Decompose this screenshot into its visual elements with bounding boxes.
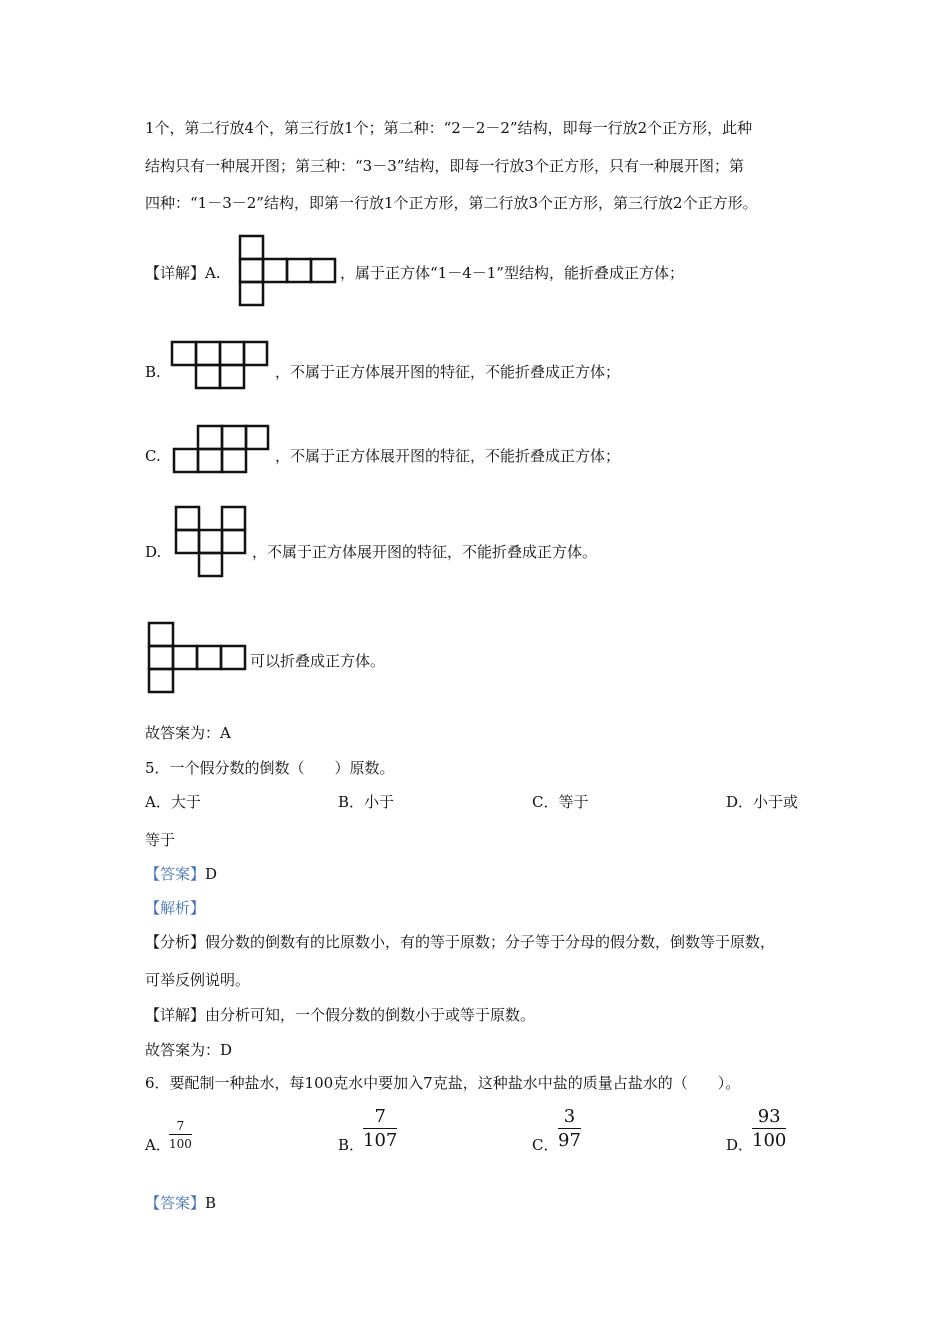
detail-a-text: ，属于正方体“1－4－1”型结构，能折叠成正方体； — [340, 264, 684, 282]
answer-label: 【答案】 — [145, 1194, 206, 1212]
cube-net-d — [176, 507, 248, 577]
q6-option-a-label: A． — [145, 1136, 171, 1154]
q5-answer — [145, 864, 217, 884]
q6-option-c-label: C． — [532, 1136, 559, 1154]
answer-value: B — [205, 1194, 217, 1212]
cube-net-c — [174, 426, 270, 473]
q6-option-b-label: B． — [338, 1136, 365, 1154]
intro-line: 结构只有一种展开图；第三种：“3－3”结构，即每一行放3个正方形，只有一种展开图；第 — [145, 157, 744, 175]
q6-option-c-fraction: $\frac{3}{97}$ — [558, 1106, 581, 1151]
answer-label: 【答案】 — [145, 865, 206, 883]
cube-net-b — [172, 342, 268, 389]
q6-option-b-fraction: $\frac{7}{107}$ — [363, 1106, 398, 1151]
detail-c-text: ，不属于正方体展开图的特征，不能折叠成正方体； — [275, 447, 621, 465]
detail-a-prefix: 【详解】A. — [145, 264, 221, 282]
q5-option-d-wrap: 等于 — [145, 831, 176, 849]
q5-analysis-line: 可举反例说明。 — [145, 971, 251, 989]
detail-c-prefix: C. — [145, 447, 161, 465]
answer-q4: 故答案为：A — [145, 724, 231, 742]
q6-option-a-fraction: $\frac{7}{100}$ — [169, 1119, 192, 1151]
detail-e-text: 可以折叠成正方体。 — [250, 652, 386, 670]
q6-option-d-fraction: $\frac{93}{100}$ — [752, 1106, 787, 1151]
q5-stem: 5．一个假分数的倒数（ ）原数。 — [145, 759, 395, 777]
cube-net-a — [240, 236, 336, 306]
q5-analysis-label: 【解析】 — [145, 899, 206, 917]
detail-d-text: ，不属于正方体展开图的特征，不能折叠成正方体。 — [252, 543, 598, 561]
answer-value: D — [205, 865, 218, 883]
q6-stem: 6．要配制一种盐水，每100克水中要加入7克盐，这种盐水中盐的质量占盐水的（ ）。 — [145, 1074, 741, 1092]
intro-line: 1个，第二行放4个，第三行放1个；第二种：“2－2－2”结构，即每一行放2个正方形，此种 — [145, 119, 753, 137]
q5-option-d: D．小于或 — [726, 793, 799, 811]
q6-answer — [145, 1193, 216, 1213]
q5-option-c: C．等于 — [532, 793, 589, 811]
q5-option-b: B．小于 — [338, 793, 395, 811]
q6-option-d-label: D． — [726, 1136, 754, 1154]
q5-final: 故答案为：D — [145, 1041, 233, 1059]
q5-option-a: A．大于 — [145, 793, 201, 811]
q5-detail: 【详解】由分析可知，一个假分数的倒数小于或等于原数。 — [145, 1006, 536, 1024]
q5-analysis-line: 【分析】假分数的倒数有的比原数小，有的等于原数；分子等于分母的假分数，倒数等于原数， — [145, 933, 776, 951]
cube-net-e — [149, 623, 247, 693]
intro-line: 四种：“1－3－2”结构，即第一行放1个正方形，第二行放3个正方形，第三行放2个正方形。 — [145, 194, 758, 212]
detail-b-text: ，不属于正方体展开图的特征，不能折叠成正方体； — [275, 363, 621, 381]
detail-b-prefix: B. — [145, 363, 161, 381]
detail-d-prefix: D. — [145, 543, 162, 561]
